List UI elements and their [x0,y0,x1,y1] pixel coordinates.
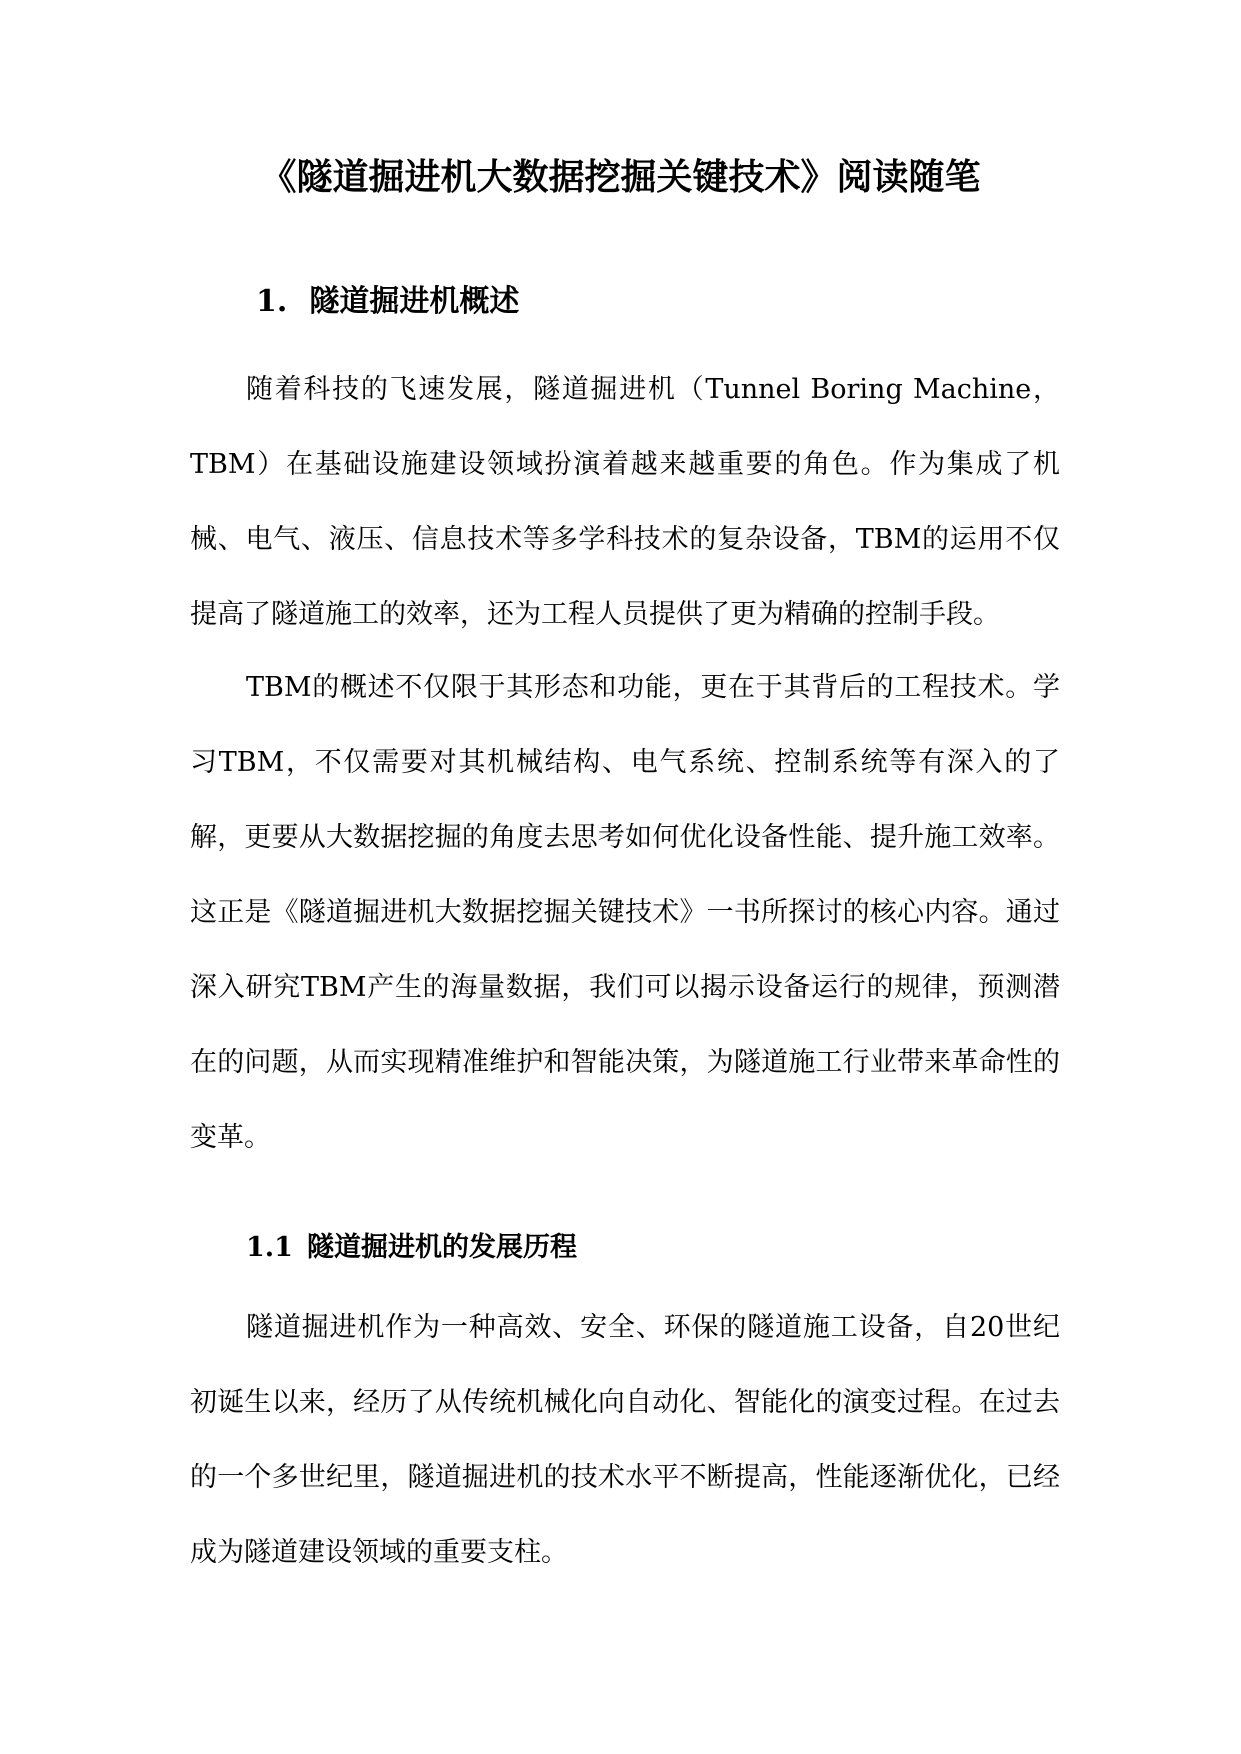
section-1-1-title: 隧道掘进机的发展历程 [306,1232,577,1263]
document-title: 《隧道掘进机大数据挖掘关键技术》阅读随笔 [260,156,981,198]
section-1-1-paragraph-1: 隧道掘进机作为一种高效、安全、环保的隧道施工设备，自20世纪初诞生以来，经历了从传统机械化向自动化、智能化的演变过程。在过去的一个多世纪里，隧道掘进机的技术水平不断提高，性能逐渐优化，已经成为隧道建设领域的重要支柱。 [190,1312,1060,1568]
section-1-title: 隧道掘进机概述 [309,284,520,319]
section-1-paragraph-1: 随着科技的飞速发展，隧道掘进机（Tunnel Boring Machine，TBM）在基础设施建设领域扮演着越来越重要的角色。作为集成了机械、电气、液压、信息技术等多学科技术的复杂设备，TBM的运用不仅提高了隧道施工的效率，还为工程人员提供了更为精确的控制手段。 [190,374,1060,630]
section-1-heading [256,280,519,324]
section-1-1-number: 1.1 [246,1232,293,1263]
section-1-1-heading [246,1228,577,1268]
section-1-number: 1. [256,284,288,319]
section-1-paragraph-2: TBM的概述不仅限于其形态和功能，更在于其背后的工程技术。学习TBM，不仅需要对其机械结构、电气系统、控制系统等有深入的了解，更要从大数据挖掘的角度去思考如何优化设备性能、提升施工效率。这正是《隧道掘进机大数据挖掘关键技术》一书所探讨的核心内容。通过深入研究TBM产生的海量数据，我们可以揭示设备运行的规律，预测潜在的问题，从而实现精准维护和智能决策，为隧道施工行业带来革命性的变革。 [190,672,1060,1153]
